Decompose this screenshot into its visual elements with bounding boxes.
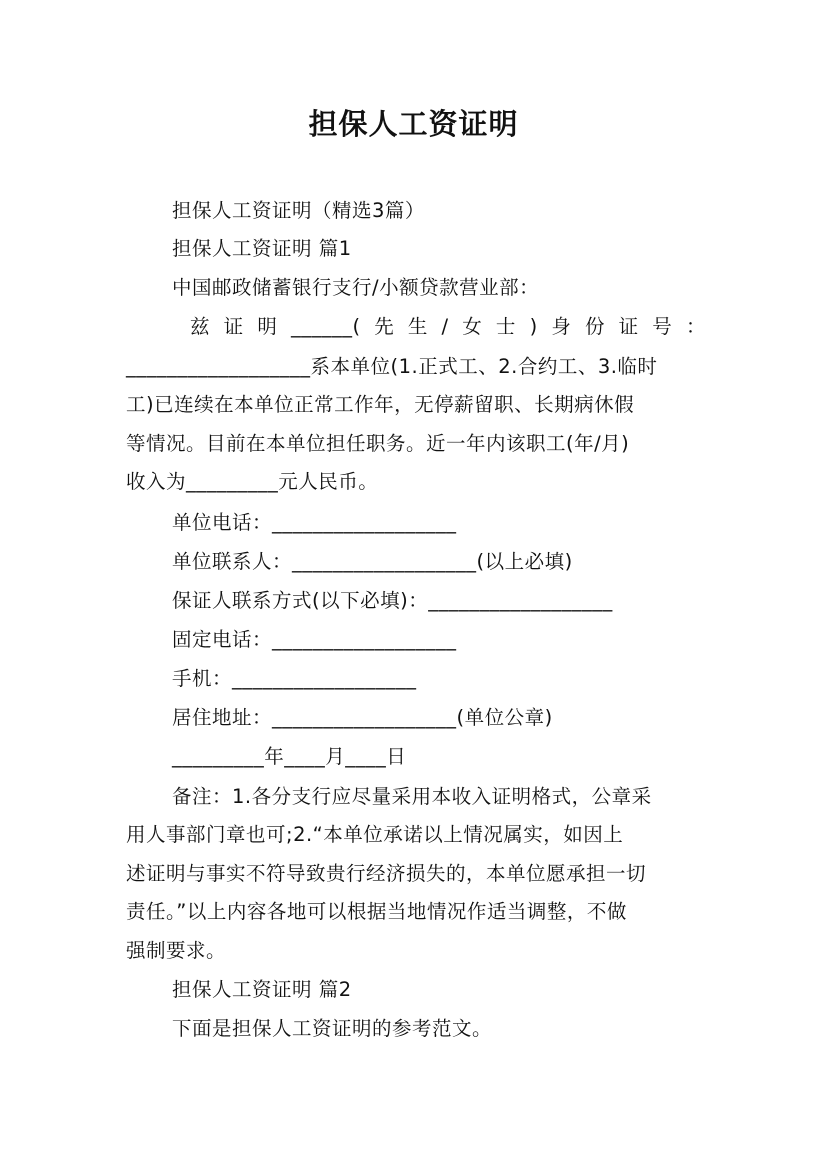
certify-char: ) [529, 315, 538, 338]
body-line: 等情况。目前在本单位担任职务。近一年内该职工(年/月) [126, 432, 630, 455]
certify-char: 证 [618, 315, 639, 338]
document-title: 担保人工资证明 [308, 107, 519, 141]
section-heading-1: 担保人工资证明 篇1 [172, 237, 352, 260]
address-line: 居住地址：__________________(单位公章) [172, 706, 553, 729]
certify-char: 女 [462, 315, 483, 338]
remark-line: 备注：1.各分支行应尽量采用本收入证明格式，公章采 [172, 785, 652, 808]
date-line: _________年____月____日 [172, 745, 407, 768]
body-line: 收入为_________元人民币。 [126, 470, 379, 493]
certify-char: 生 [407, 315, 428, 338]
section-heading-2: 担保人工资证明 篇2 [172, 978, 352, 1001]
mobile-line: 手机：__________________ [172, 667, 417, 690]
landline-line: 固定电话：__________________ [172, 628, 457, 651]
certify-char: 证 [223, 315, 244, 338]
subtitle-line: 担保人工资证明（精选3篇） [172, 199, 425, 222]
body-line: 下面是担保人工资证明的参考范文。 [172, 1017, 493, 1040]
body-line: __________________系本单位(1.正式工、2.合约工、3.临时 [126, 355, 658, 378]
guarantor-contact-line: 保证人联系方式(以下必填)：__________________ [172, 589, 613, 612]
certify-char: 号 [652, 315, 673, 338]
unit-phone-line: 单位电话：__________________ [172, 511, 457, 534]
name-blank: ______( [290, 315, 361, 338]
certify-char: 份 [584, 315, 605, 338]
certify-char: 先 [374, 315, 395, 338]
unit-contact-line: 单位联系人：__________________(以上必填) [172, 550, 573, 573]
remark-line: 用人事部门章也可;2.“本单位承诺以上情况属实，如因上 [126, 823, 624, 846]
certify-char: ： [685, 315, 706, 338]
remark-line: 强制要求。 [126, 939, 227, 962]
certify-line [190, 312, 706, 342]
certify-char: 身 [551, 315, 572, 338]
certify-char: 明 [257, 315, 278, 338]
certify-char: 兹 [190, 315, 211, 338]
certify-char: / [441, 315, 449, 338]
body-line: 工)已连续在本单位正常工作年，无停薪留职、长期病休假 [126, 393, 635, 416]
certify-char: 士 [495, 315, 516, 338]
remark-line: 述证明与事实不符导致贵行经济损失的，本单位愿承担一切 [126, 862, 647, 885]
recipient-line: 中国邮政储蓄银行支行/小额贷款营业部： [172, 276, 540, 299]
remark-line: 责任。”以上内容各地可以根据当地情况作适当调整，不做 [126, 900, 627, 923]
